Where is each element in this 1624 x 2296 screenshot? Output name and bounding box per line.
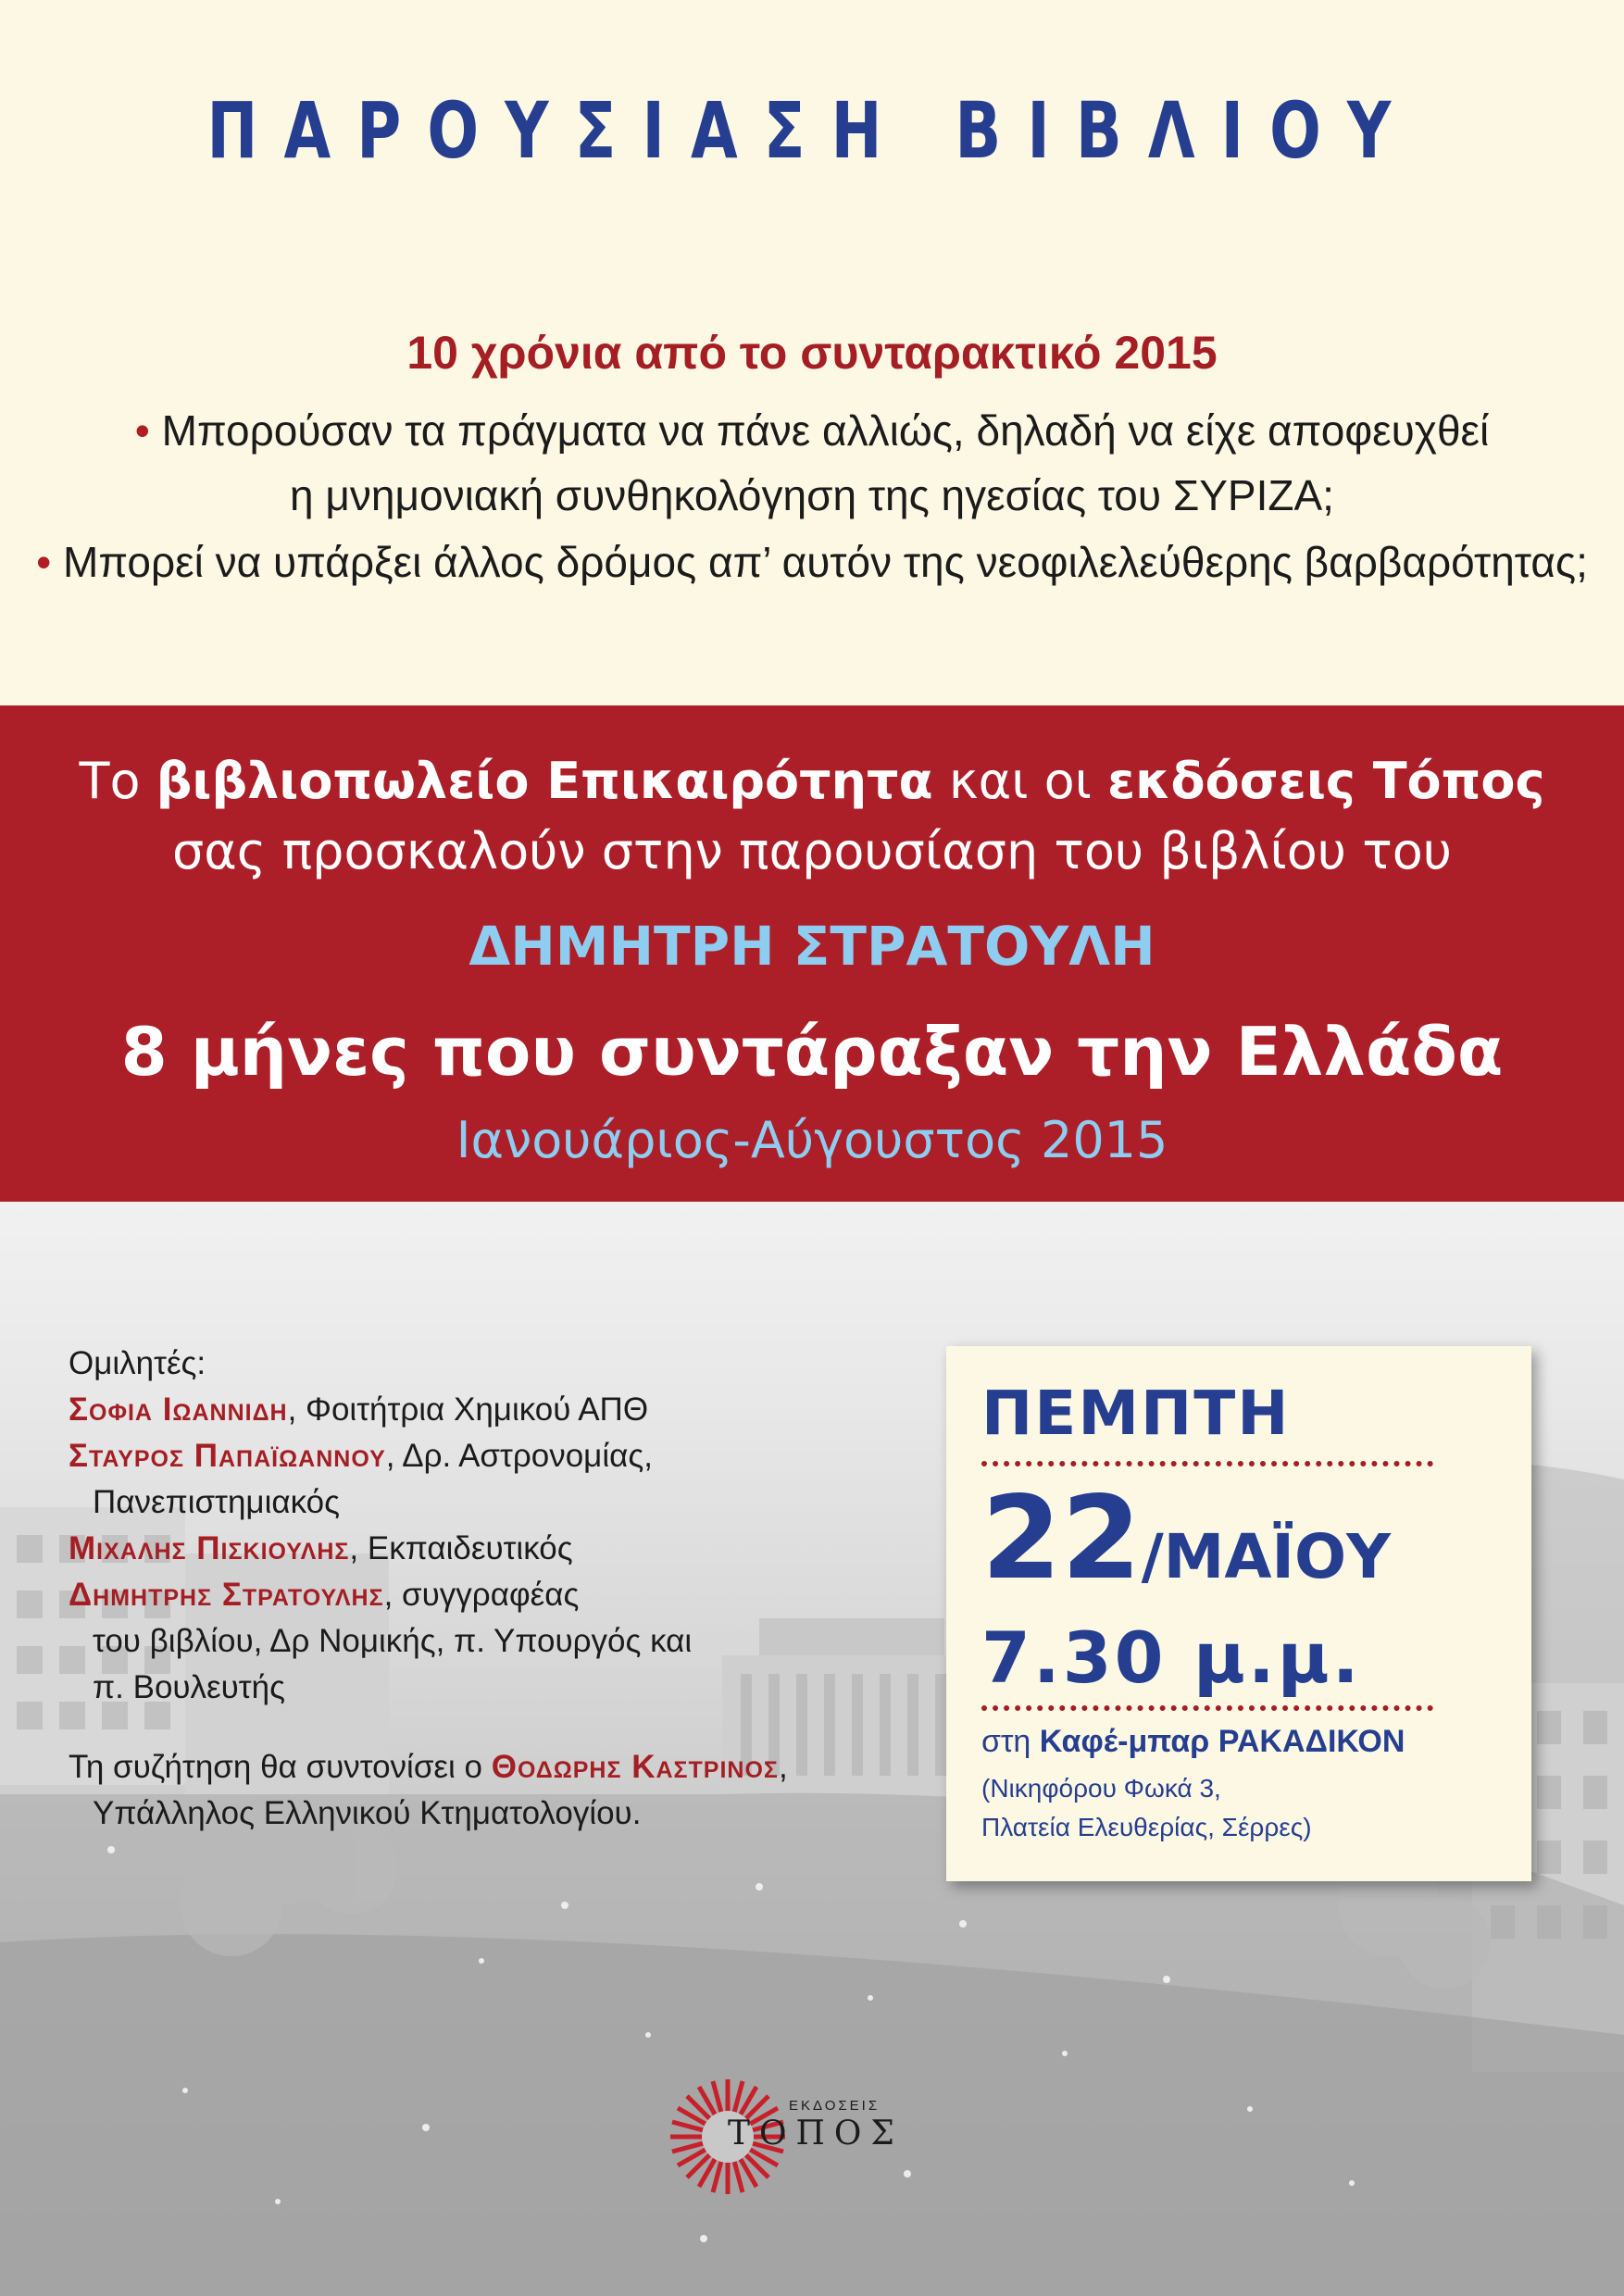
question-2: • Μπορεί να υπάρξει άλλος δρόμος απ’ αυτόν της νεοφιλελεύθερης βαρβαρότητας; <box>36 538 1588 586</box>
poster-title: ΠΑΡΟΥΣΙΑΣΗ ΒΙΒΛΙΟΥ <box>206 85 1418 176</box>
publisher-logo-small-text: ΕΚΔΟΣΕΙΣ <box>789 2098 881 2114</box>
publisher-logo-text: ΤΟΠΟΣ <box>728 2115 904 2152</box>
event-address-line-2: Πλατεία Ελευθερίας, Σέρρες) <box>981 1813 1312 1841</box>
top-section <box>0 0 1624 705</box>
speaker-1: Σοφια Ιωαννιδη, Φοιτήτρια Χημικού ΑΠΘ <box>69 1391 649 1428</box>
event-venue: στη Καφέ-μπαρ ΡΑΚΑΔΙΚΟΝ <box>981 1724 1405 1759</box>
dotted-divider <box>981 1461 1433 1466</box>
moderator-name: Θοδωρης Καστρινος <box>491 1749 779 1785</box>
moderator-description: Υπάλληλος Ελληνικού Κτηματολογίου. <box>93 1795 642 1831</box>
question-1-line-1: • Μπορούσαν τα πράγματα να πάνε αλλιώς, δηλαδή να είχε αποφευχθεί <box>134 406 1490 455</box>
moderator: Τη συζήτηση θα συντονίσει ο Θοδωρης Καστρινος, <box>69 1749 788 1785</box>
speaker-4: Δημητρης Στρατουλης, συγγραφέας <box>69 1577 580 1613</box>
bullet-icon: • <box>134 406 150 455</box>
event-address-line-1: (Νικηφόρου Φωκά 3, <box>981 1774 1221 1803</box>
event-time: 7.30 μ.μ. <box>981 1616 1362 1699</box>
invitation-band <box>0 705 1624 1202</box>
book-period: Ιανουάριος-Αύγουστος 2015 <box>456 1111 1168 1169</box>
event-date-card <box>946 1346 1531 1881</box>
speaker-2-continued: Πανεπιστημιακός <box>93 1484 341 1520</box>
book-title: 8 μήνες που συντάραξαν την Ελλάδα <box>120 1013 1504 1091</box>
question-1-line-2: η μνημονιακή συνθηκολόγηση της ηγεσίας του ΣΥΡΙΖΑ; <box>290 471 1334 519</box>
publisher-name: εκδόσεις Τόπος <box>1107 752 1545 810</box>
invitation-line-1: Το βιβλιοπωλείο Επικαιρότητα και οι εκδόσεις Τόπος <box>79 752 1545 810</box>
speaker-3: Μιχαλης Πισκιουλης, Εκπαιδευτικός <box>69 1530 573 1566</box>
invitation-line-2: σας προσκαλούν στην παρουσίαση του βιβλίου του <box>171 822 1452 880</box>
event-date: 22/ΜΑΪΟΥ <box>981 1472 1391 1605</box>
event-day: ΠΕΜΠΤΗ <box>981 1378 1291 1449</box>
speaker-4-continued-2: π. Βουλευτής <box>93 1669 285 1705</box>
speaker-2: Σταυρος Παπαϊωαννου, Δρ. Αστρονομίας, <box>69 1438 653 1474</box>
speakers-block <box>69 1341 883 1837</box>
intro-subhead: 10 χρόνια από το συνταρακτικό 2015 <box>406 327 1218 379</box>
author-name: ΔΗΜΗΤΡΗ ΣΤΡΑΤΟΥΛΗ <box>468 915 1156 978</box>
dotted-divider <box>981 1705 1433 1711</box>
bookstore-name: βιβλιοπωλείο Επικαιρότητα <box>156 752 933 810</box>
speaker-4-continued-1: του βιβλίου, Δρ Νομικής, π. Υπουργός και <box>93 1623 693 1659</box>
speakers-label: Ομιλητές: <box>69 1345 206 1381</box>
bullet-icon: • <box>36 538 52 586</box>
